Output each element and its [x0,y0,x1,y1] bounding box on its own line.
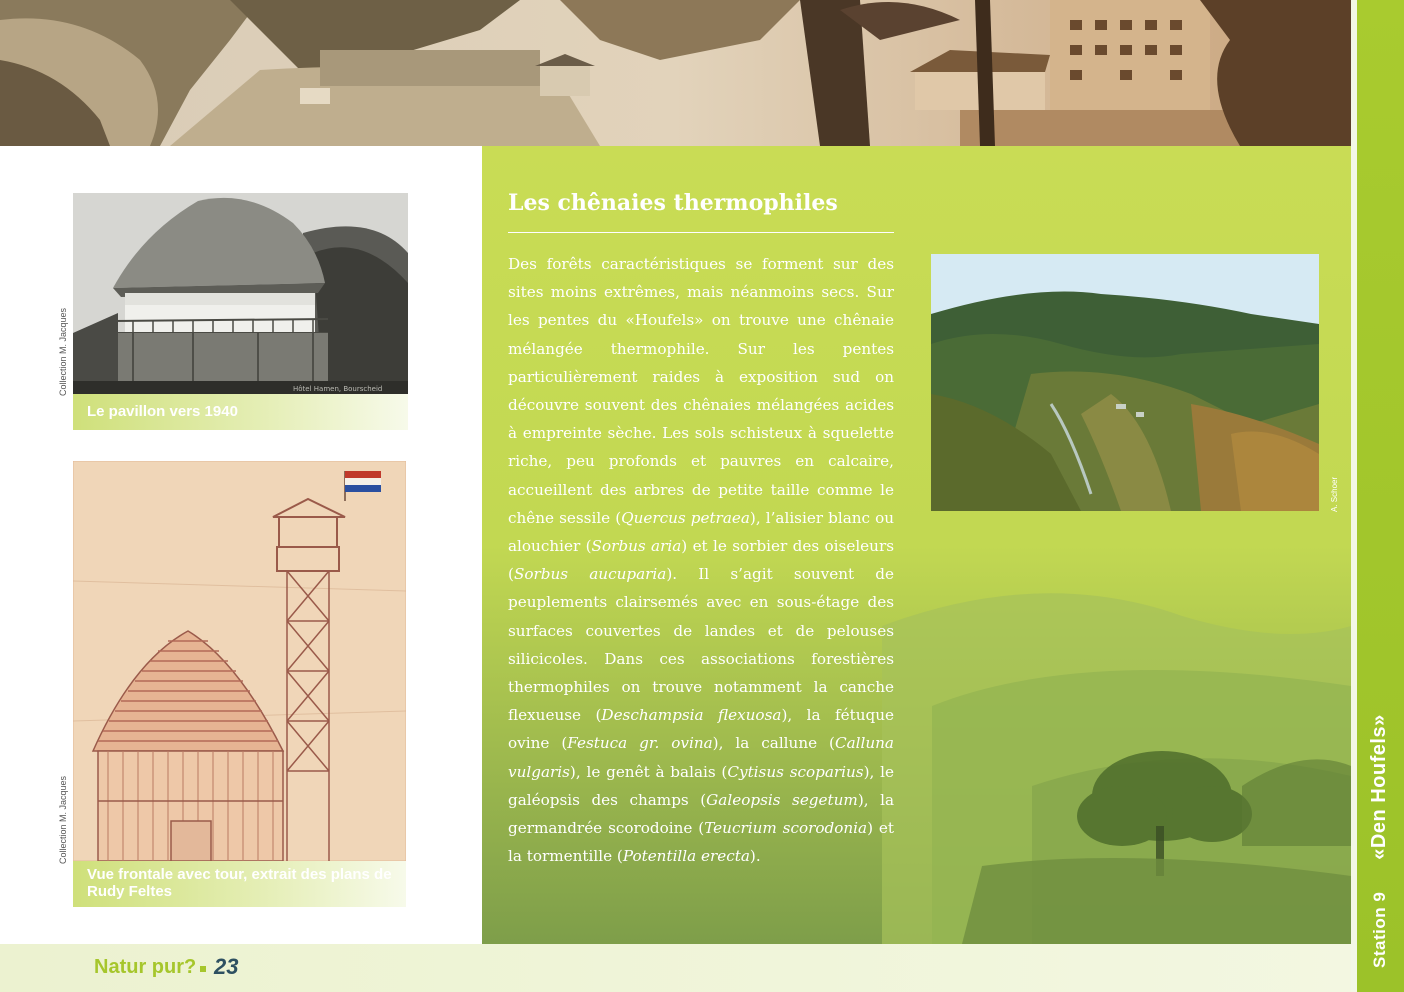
body-text-run: ). Il s’agit souvent de peuplements clairsemés avec en sous-étage des surfaces couvertes de landes et de pelouses silicicoles. Dans ces associations forestières thermophiles on trouve notamment la canche flexueuse ( [508,565,894,725]
photo-caption-line: Vue frontale avec tour, extrait des plans de [87,866,392,883]
body-text-run: Des forêts caractéristiques se forment sur des sites moins extrêmes, mais néanmoins secs. Sur les pentes du «Houfels» on trouve une chênaie mélangée thermophile. Sur les pentes particulièrement raides à exposition sud on découvre souvent des chênaies mélangées acides à empreinte sèche. Les sols schisteux à squelette riche, peu profonds et pauvres en calcaire, accueillent des arbres de petite taille comme le chêne sessile ( [508,255,894,527]
photo-caption-bar [73,394,408,430]
body-text-run: ), la callune ( [712,734,835,753]
body-text-run: ), le genêt à balais ( [569,762,728,781]
pavilion-photo [73,193,408,394]
station-label [1368,714,1391,968]
footer-separator [200,966,206,972]
svg-text:Hôtel Hamen, Bourscheid: Hôtel Hamen, Bourscheid [293,385,383,393]
station-name: «Den Houfels» [1368,714,1390,860]
strip-edge [1351,0,1357,992]
station-number: Station 9 [1370,891,1389,968]
photo-caption [87,866,392,900]
photo-credit: Collection M. Jacques [58,307,68,396]
title-divider [508,232,894,233]
species-latin-name: Teucrium scorodonia [704,819,868,838]
header-panorama-photo [0,0,1351,146]
photo-caption-line: Rudy Feltes [87,883,173,900]
species-latin-name: Cytisus scoparius [727,762,864,781]
panorama-illustration [0,0,1351,146]
species-latin-name: Galeopsis segetum [706,790,858,809]
species-latin-name: Sorbus aria [591,537,682,556]
photo-caption: Le pavillon vers 1940 [87,403,238,420]
species-latin-name: Festuca gr. ovina [567,734,713,753]
body-text-run: ), la fétuque ovine ( [508,706,894,753]
body-text-run: ) et la tormentille ( [508,819,894,866]
article-title: Les chênaies thermophiles [508,190,838,216]
species-latin-name: Sorbus aucuparia [513,565,667,584]
footer-brand: Natur pur? [94,956,197,978]
photo-credit: Collection M. Jacques [58,775,68,864]
article-body [508,250,894,870]
body-text-run: ) et le sorbier des oiseleurs ( [508,537,895,584]
species-latin-name: Quercus petraea [621,508,750,527]
valley-illustration [931,254,1319,511]
photo-credit: A. Schoer [1330,476,1339,512]
valley-photo [931,254,1319,511]
body-text-run: ). [749,847,761,866]
photo-caption-bar [73,861,406,907]
species-latin-name: Deschampsia flexuosa [601,706,782,725]
species-latin-name: Calluna vulgaris [508,734,894,781]
body-text-run: ), la germandrée scorodoine ( [508,790,894,838]
species-latin-name: Potentilla erecta [622,847,750,866]
tower-plan-illustration [73,461,406,861]
pavilion-illustration [73,193,408,394]
page-number: 23 [214,954,239,979]
tower-plan-drawing [73,461,406,861]
body-text-run: ), le galéopsis des champs ( [508,762,894,809]
body-text-run: ), l’alisier blanc ou alouchier ( [508,508,895,556]
